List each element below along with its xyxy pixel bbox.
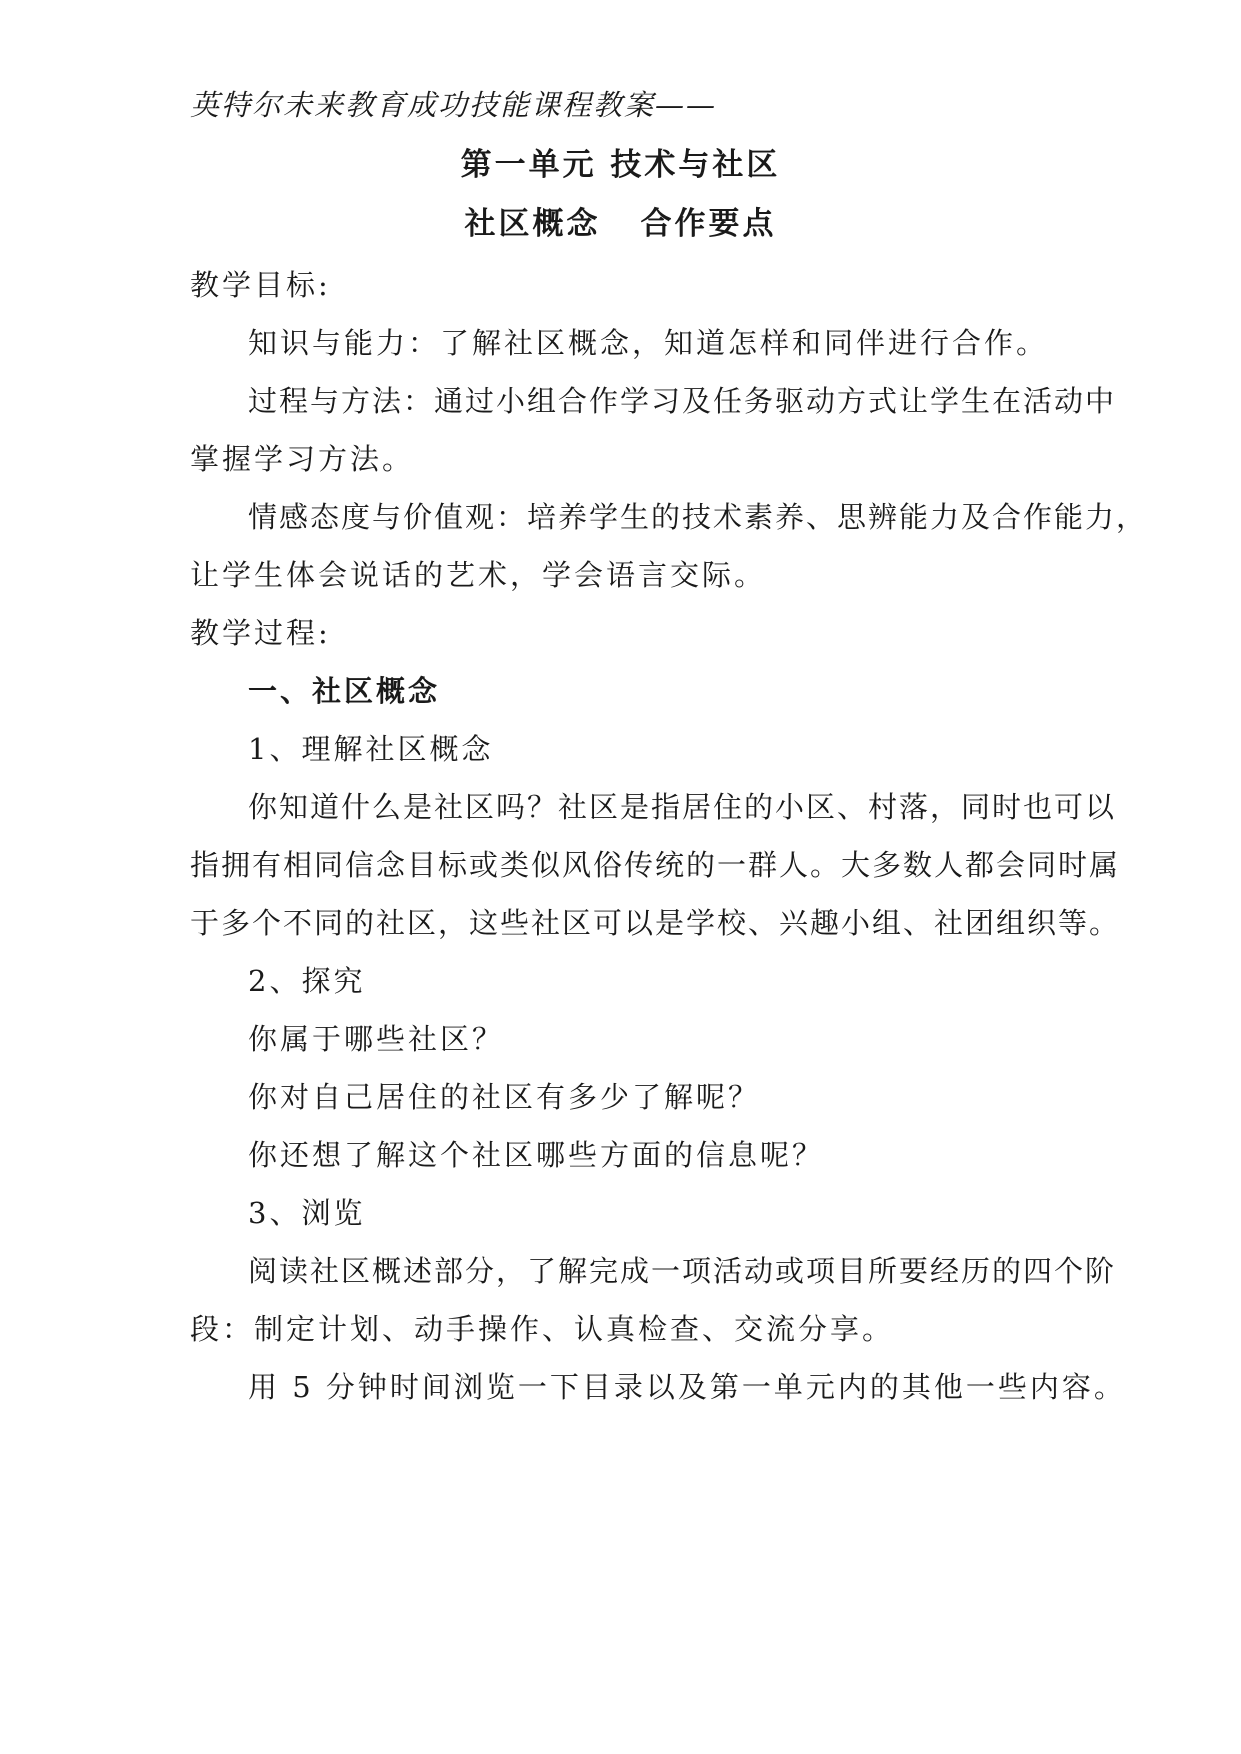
item3-heading: 3、浏览 [248, 1196, 366, 1230]
item1-heading: 1、理解社区概念 [248, 732, 494, 766]
item3-para2: 用 5 分钟时间浏览一下目录以及第一单元内的其他一些内容。 [248, 1370, 1126, 1404]
unit-title: 第一单元 技术与社区 [460, 147, 781, 183]
objective-knowledge: 知识与能力：了解社区概念，知道怎样和同伴进行合作。 [248, 326, 1049, 360]
item2-question2: 你对自己居住的社区有多少了解呢？ [248, 1080, 761, 1114]
item1-para-line3: 于多个不同的社区，这些社区可以是学校、兴趣小组、社团组织等。 [190, 906, 1121, 940]
objective-process-line1: 过程与方法：通过小组合作学习及任务驱动方式让学生在活动中 [248, 384, 1117, 418]
item3-para-line2: 段：制定计划、动手操作、认真检查、交流分享。 [190, 1312, 895, 1346]
item1-para-line1: 你知道什么是社区吗？社区是指居住的小区、村落，同时也可以 [248, 790, 1117, 824]
section1-heading: 一、社区概念 [248, 674, 441, 708]
subtitle-left: 社区概念 [464, 206, 601, 242]
item2-question1: 你属于哪些社区？ [248, 1022, 505, 1056]
document-header: 英特尔未来教育成功技能课程教案—— [190, 88, 718, 122]
lesson-subtitle [0, 206, 1241, 242]
objectives-heading: 教学目标: [190, 268, 331, 302]
objective-process-line2: 掌握学习方法。 [190, 442, 415, 476]
item2-heading: 2、探究 [248, 964, 366, 998]
process-heading: 教学过程: [190, 616, 331, 650]
objective-emotion-line1: 情感态度与价值观：培养学生的技术素养、思辨能力及合作能力， [248, 500, 1148, 534]
item1-para-line2: 指拥有相同信念目标或类似风俗传统的一群人。大多数人都会同时属 [190, 848, 1121, 882]
item3-para-line1: 阅读社区概述部分，了解完成一项活动或项目所要经历的四个阶 [248, 1254, 1117, 1288]
subtitle-right: 合作要点 [640, 206, 777, 242]
objective-emotion-line2: 让学生体会说话的艺术，学会语言交际。 [190, 558, 767, 592]
item2-question3: 你还想了解这个社区哪些方面的信息呢？ [248, 1138, 825, 1172]
